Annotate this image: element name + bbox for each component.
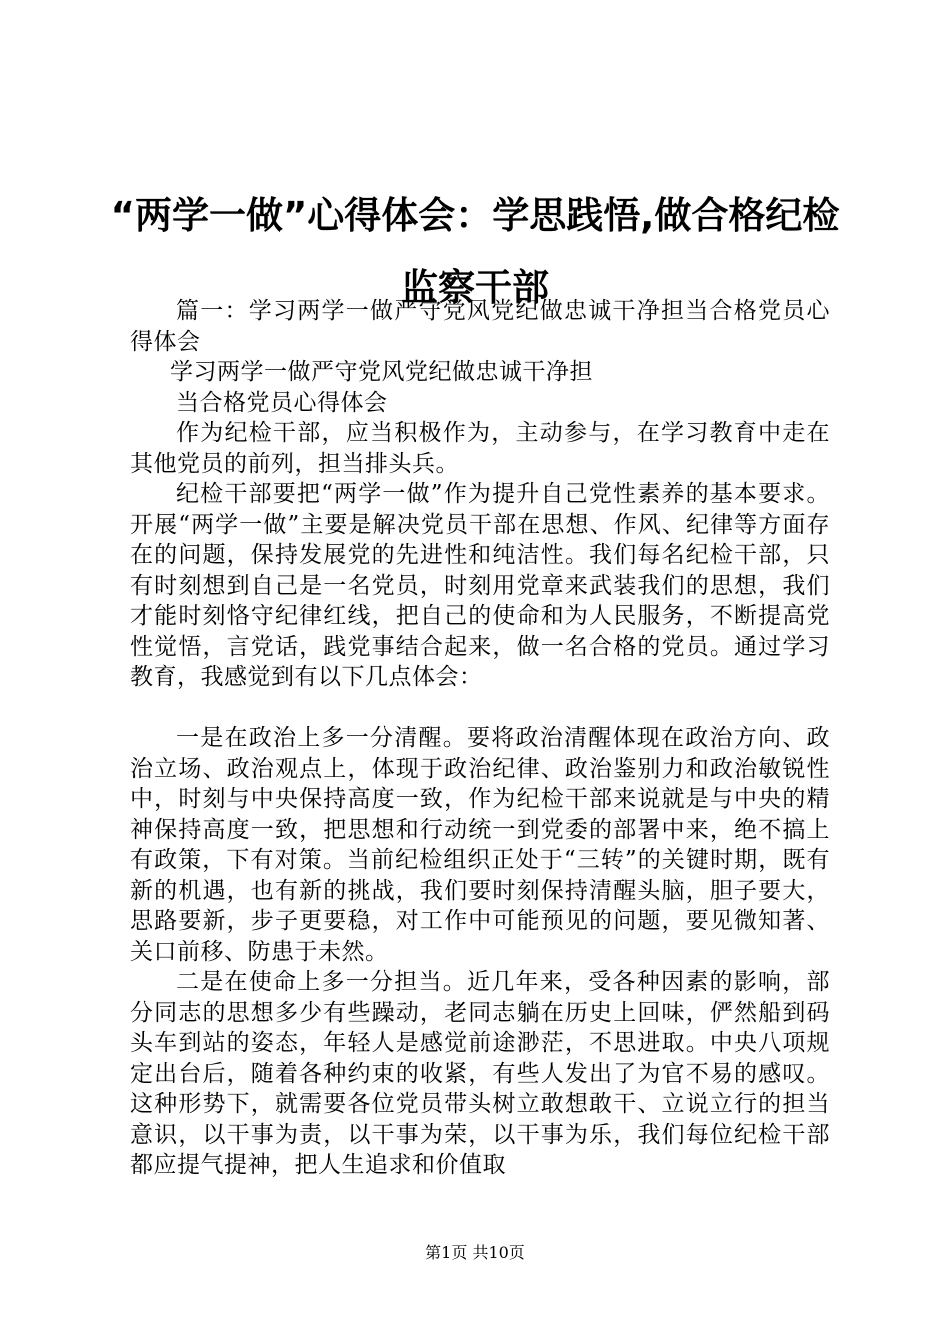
paragraph-point-two: 二是在使命上多一分担当。近几年来，受各种因素的影响，部分同志的思想多少有些躁动，老同志躺在历史上回味，俨然船到码头车到站的姿态，年轻人是感觉前途渺茫，不思进取。中央八项规定出台后，随着各种约束的收紧，有些人发出了为官不易的感叹。这种形势下，就需要各位党员带头树立敢想敢干、立说立行的担当意识，以干事为责，以干事为荣，以干事为乐，我们每位纪检干部都应提气提神，把人生追求和价值取 — [130, 969, 830, 1178]
paragraph-subtitle-line-1: 学习两学一做严守党风党纪做忠诚干净担 — [170, 359, 593, 385]
document-body — [130, 296, 830, 1181]
paragraph-heading-1: 篇一：学习两学一做严守党风党纪做忠诚干净担当合格党员心得体会 — [130, 298, 830, 355]
blank-line — [130, 693, 830, 724]
paragraph-intro: 作为纪检干部，应当积极作为，主动参与，在学习教育中走在其他党员的前列，担当排头兵。 — [130, 420, 830, 477]
paragraph-requirements: 纪检干部要把“两学一做”作为提升自己党性素养的基本要求。开展“两学一做”主要是解决党员干部在思想、作风、纪律等方面存在的问题，保持发展党的先进性和纯洁性。我们每名纪检干部，只有时刻想到自己是一名党员，时刻用党章来武装我们的思想，我们才能时刻恪守纪律红线，把自己的使命和为人民服务，不断提高党性觉悟，言党话，践党事结合起来，做一名合格的党员。通过学习教育，我感觉到有以下几点体会： — [130, 481, 830, 690]
paragraph-point-one: 一是在政治上多一分清醒。要将政治清醒体现在政治方向、政治立场、政治观点上，体现于政治纪律、政治鉴别力和政治敏锐性中，时刻与中央保持高度一致，作为纪检干部来说就是与中央的精神保持高度一致，把思想和行动统一到党委的部署中来，绝不搞上有政策，下有对策。当前纪检组织正处于“三转”的关键时期，既有新的机遇，也有新的挑战，我们要时刻保持清醒头脑，胆子要大，思路要新，步子更要稳，对工作中可能预见的问题，要见微知著、关口前移、防患于未然。 — [130, 725, 830, 965]
page-number-footer: 第1页 共10页 — [425, 1243, 525, 1262]
paragraph-subtitle-line-2: 当合格党员心得体会 — [176, 389, 388, 416]
document-title: “两学一做”心得体会：学思践悟,做合格纪检监察干部 — [110, 194, 840, 309]
